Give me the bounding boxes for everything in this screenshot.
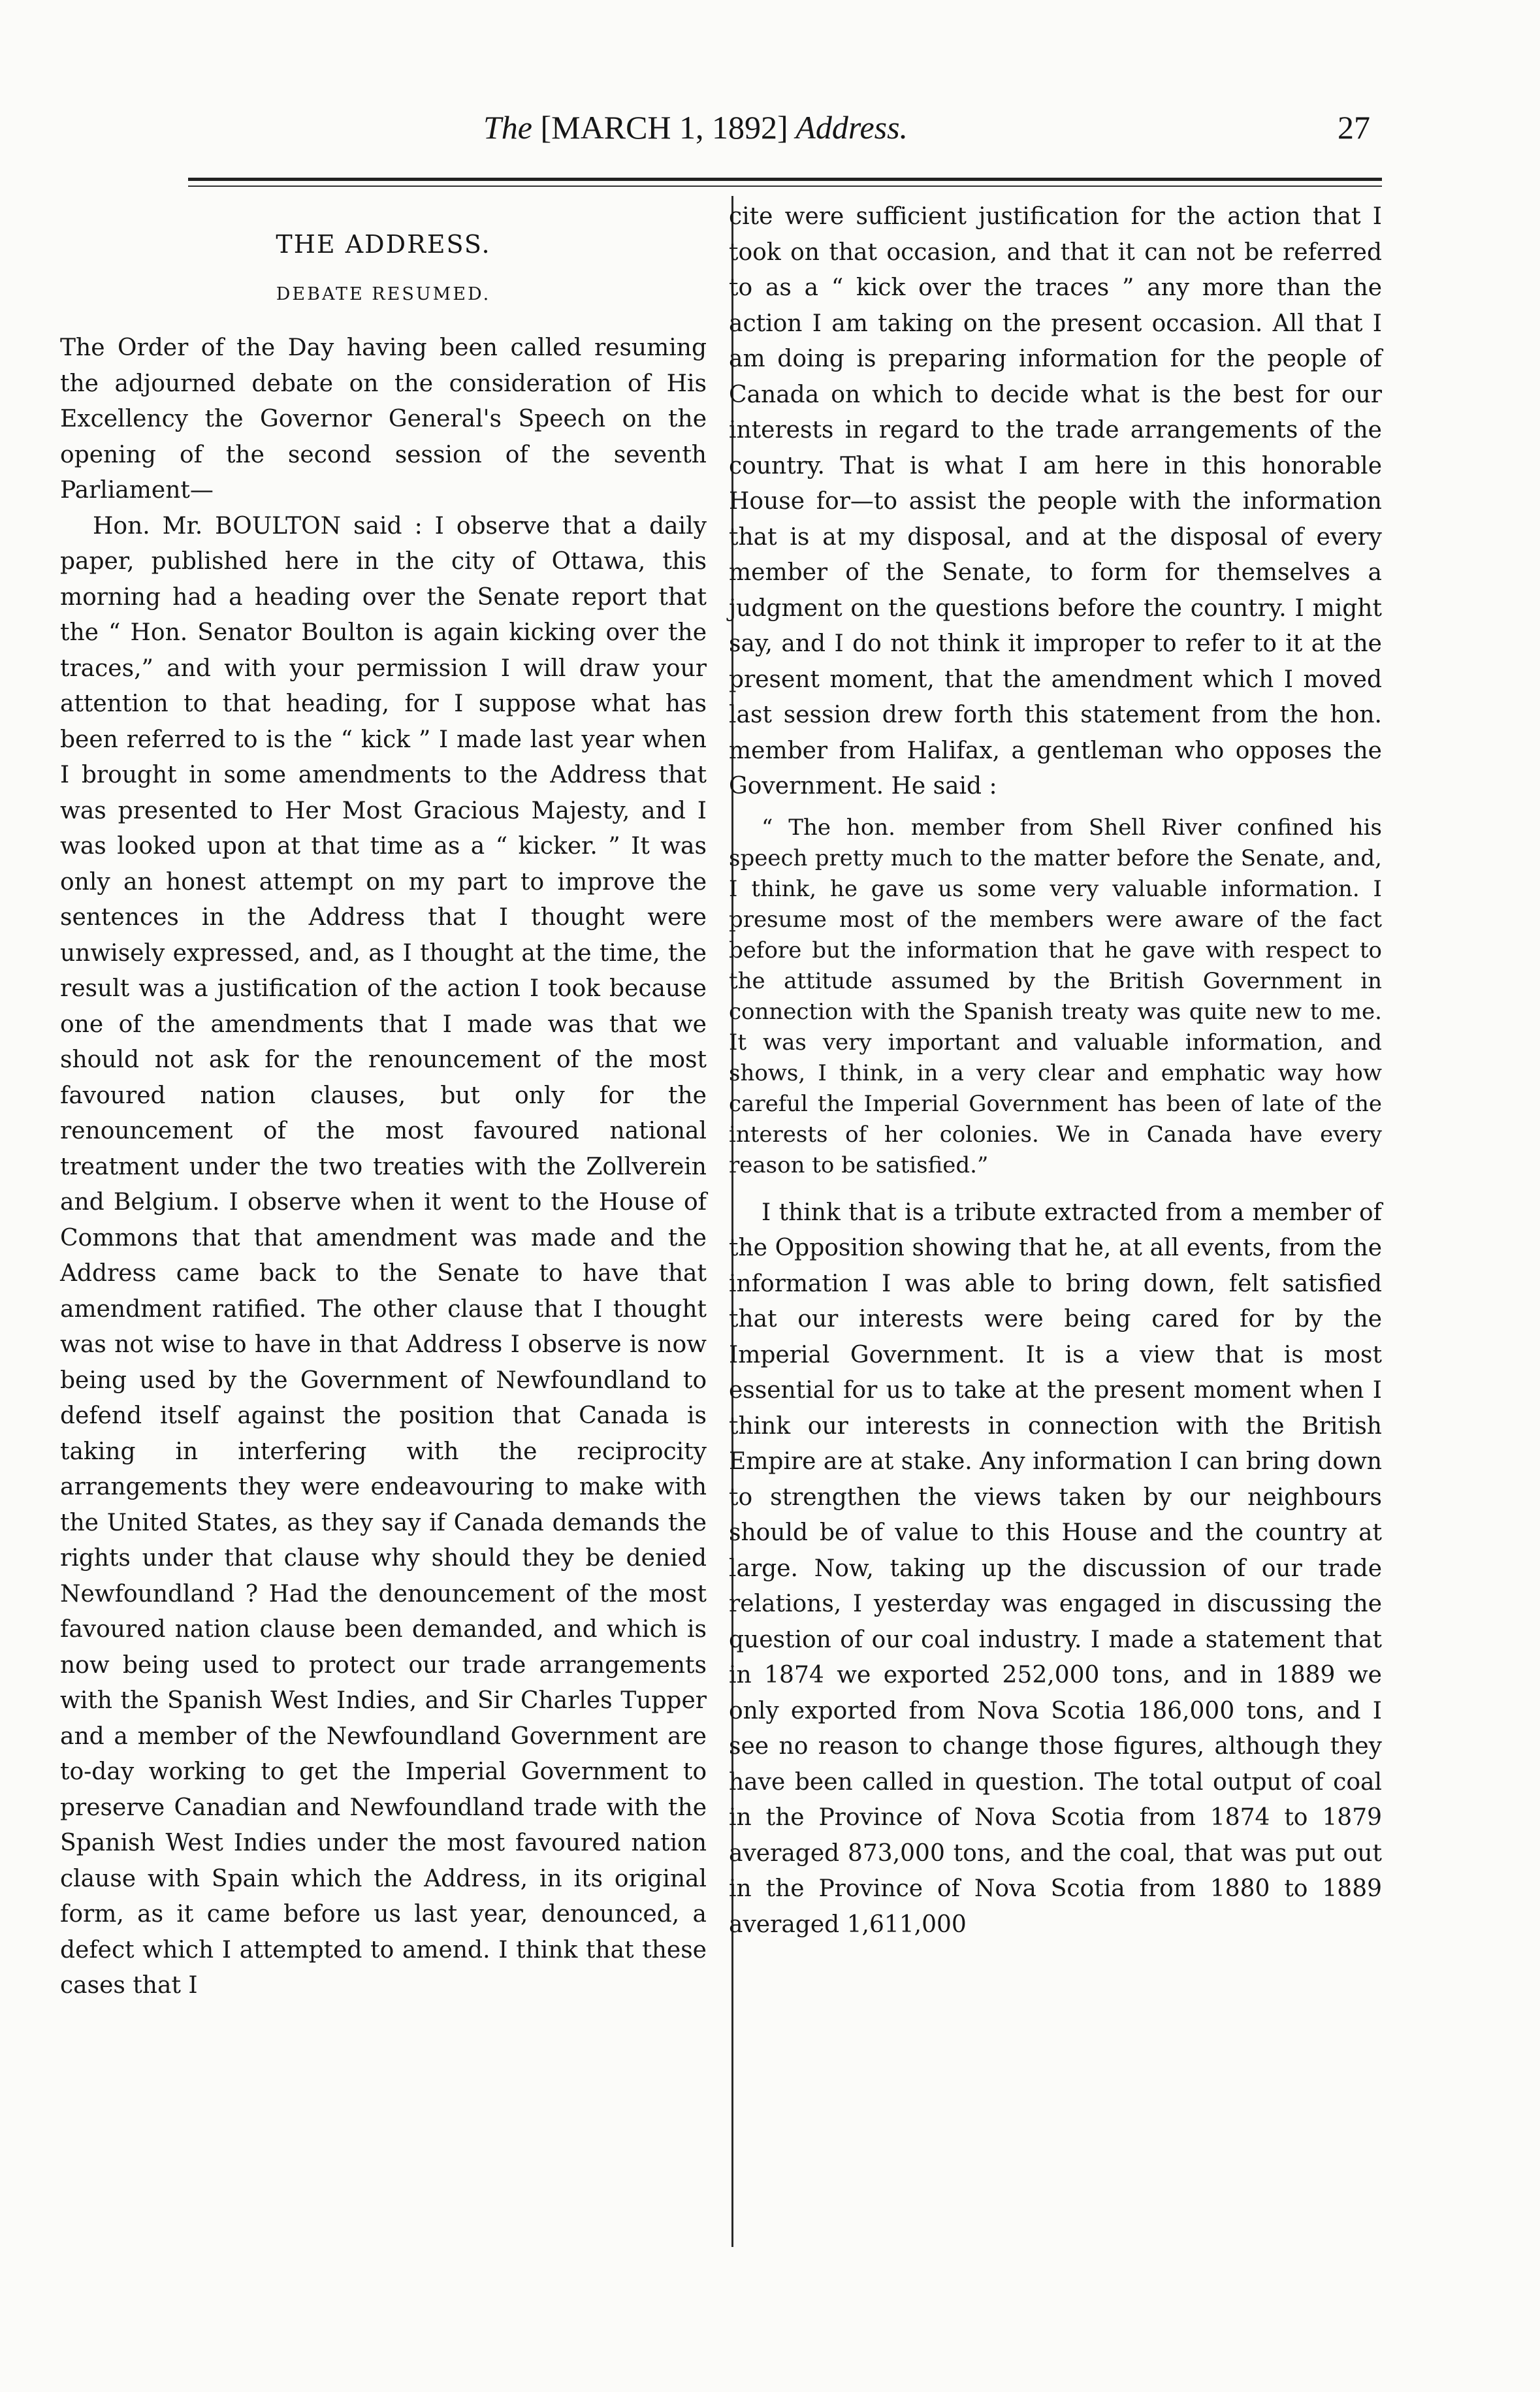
page-number: 27: [1338, 109, 1370, 146]
title-date: [MARCH 1, 1892]: [540, 109, 788, 146]
paragraph: cite were sufficient justification for the action that I took on that occasion, and that it can not be referred to as a “ kick over the traces ” any more than the action I am taking on the present occasion. All that I am doing is preparing information for the people of Canada on which to decide what is the best for our interests in regard to the trade arrangements of the country. That is what I am here in this honorable House for—to assist the people with the information that is at my disposal, and at the disposal of every member of the Senate, to form for themselves a judgment on the questions before the country. I might say, and I do not think it improper to refer to it at the present moment, that the amendment which I moved last session drew forth this statement from the hon. member from Halifax, a gentleman who opposes the Government. He said :: [729, 203, 1382, 800]
header-rule-thick: [188, 178, 1382, 181]
running-header: [0, 108, 1540, 154]
block-quote: “ The hon. member from Shell River confined his speech pretty much to the matter before the Senate, and, I think, he gave us some very valuable information. I presume most of the members were aware of the fact before but the information that he gave with respect to the attitude assumed by the British Government in connection with the Spanish treaty was quite new to me. It was very important and valuable information, and shows, I think, in a very clear and emphatic way how careful the Imperial Government has been of late of the interests of her colonies. We in Canada have every reason to be satisfied.”: [729, 814, 1382, 1178]
paragraph: Hon. Mr. BOULTON said : I observe that a daily paper, published here in the city of Ottawa, this morning had a heading over the Senate report that the “ Hon. Senator Boulton is again kicking over the traces,” and with your permission I will draw your attention to that heading, for I suppose what has been referred to is the “ kick ” I made last year when I brought in some amendments to the Address that was presented to Her Most Gracious Majesty, and I was looked upon at that time as a “ kicker. ” It was only an honest attempt on my part to improve the sentences in the Address that I thought were unwisely expressed, and, as I thought at the time, the result was a justification of the action I took because one of the amendments that I made was that we should not ask for the renouncement of the most favoured nation clauses, but only for the renouncement of the most favoured national treatment under the two treaties with the Zollverein and Belgium. I observe when it went to the House of Commons that that amendment was made and the Address came back to the Senate to have that amendment ratified. The other clause that I thought was not wise to have in that Address I observe is now being used by the Government of Newfoundland to defend itself against the position that Canada is taking in interfering with the reciprocity arrangements they were endeavouring to make with the United States, as they say if Canada demands the rights under that clause why should they be denied Newfoundland ? Had the denouncement of the most favoured nation clause been demanded, and which is now being used to protect our trade arrangements with the Spanish West Indies, and Sir Charles Tupper and a member of the Newfoundland Government are to-day working to get the Imperial Government to preserve Canadian and Newfoundland trade with the Spanish West Indies under the most favoured nation clause with Spain which the Address, in its original form, as it came before us last year, denounced, a defect which I attempted to amend. I think that these cases that I: [60, 512, 707, 1999]
title-address: Address.: [795, 109, 908, 146]
left-column: [60, 199, 707, 2004]
header-rule-thin: [188, 186, 1382, 187]
title-the: The: [483, 109, 532, 146]
paragraph: The Order of the Day having been called resuming the adjourned debate on the consideration of His Excellency the Governor General's Speech on the opening of the second session of the seventh Parliament—: [60, 334, 707, 504]
paragraph: I think that is a tribute extracted from a member of the Opposition showing that he, at all events, from the information I was able to bring down, felt satisfied that our interests were being cared for by the Imperial Government. It is a view that is most essential for us to take at the present moment when I think our interests in connection with the British Empire are at stake. Any information I can bring down to strengthen the views taken by our neighbours should be of value to this House and the country at large. Now, taking up the discussion of our trade relations, I yesterday was engaged in discussing the question of our coal industry. I made a statement that in 1874 we exported 252,000 tons, and in 1889 we only exported from Nova Scotia 186,000 tons, and I see no reason to change those figures, although they have been called in question. The total output of coal in the Province of Nova Scotia from 1874 to 1879 averaged 873,000 tons, and the coal, that was put out in the Province of Nova Scotia from 1880 to 1889 averaged 1,611,000: [729, 1199, 1382, 1938]
right-column: [729, 199, 1382, 1943]
section-subheading: DEBATE RESUMED.: [276, 283, 491, 304]
section-heading: THE ADDRESS.: [276, 230, 491, 259]
running-title: [483, 108, 908, 146]
